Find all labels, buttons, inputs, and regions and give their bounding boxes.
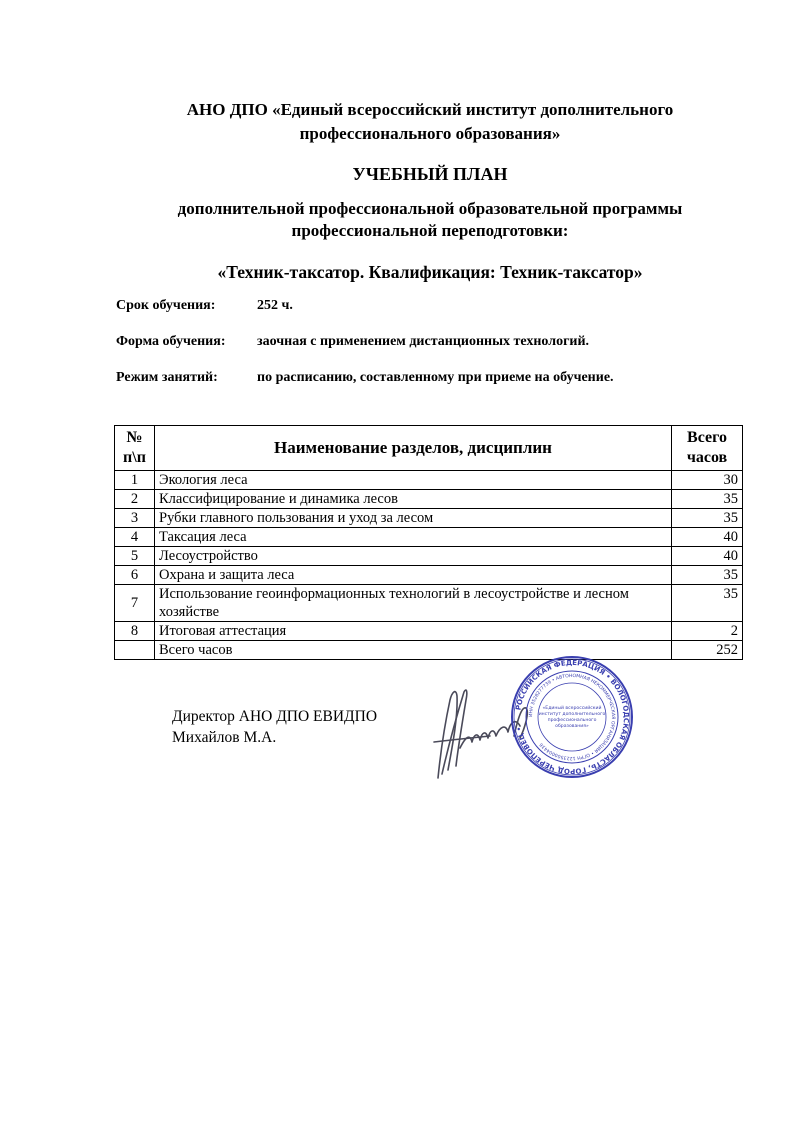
svg-text:«Единый всероссийский: «Единый всероссийский [542, 706, 602, 711]
total-hours: 252 [672, 641, 743, 660]
table-row [115, 585, 743, 622]
discipline-hours: 40 [672, 528, 743, 547]
document-title: УЧЕБНЫЙ ПЛАН [352, 164, 508, 184]
row-number: 1 [115, 471, 155, 490]
row-number: 2 [115, 490, 155, 509]
table-row [115, 471, 743, 490]
total-label: Всего часов [155, 641, 672, 660]
duration-label: Срок обучения: [116, 298, 216, 313]
table-header-row [115, 426, 743, 471]
discipline-name: Итоговая аттестация [155, 622, 672, 641]
table-row [115, 490, 743, 509]
row-number: 5 [115, 547, 155, 566]
discipline-hours: 30 [672, 471, 743, 490]
row-number: 7 [115, 585, 155, 622]
total-row-number [115, 641, 155, 660]
study-form-row [116, 334, 589, 350]
svg-text:ИНН 3528277739 • АВТОНОМНАЯ НЕ: ИНН 3528277739 • АВТОНОМНАЯ НЕКОММЕРЧЕСКАЯ ОРГАНИЗАЦИЯ • ОГРН 1223500004436 [528, 673, 616, 761]
duration-row [116, 298, 293, 314]
svg-text:профессионального: профессионального [547, 718, 597, 723]
curriculum-table [114, 425, 743, 660]
program-description [0, 198, 800, 242]
discipline-hours: 35 [672, 585, 743, 622]
table-row [115, 509, 743, 528]
discipline-hours: 35 [672, 490, 743, 509]
discipline-name: Лесоустройство [155, 547, 672, 566]
study-mode-row [116, 370, 614, 386]
table-row [115, 622, 743, 641]
duration-value: 252 ч. [257, 298, 293, 313]
table-row [115, 566, 743, 585]
svg-text:РОССИЙСКАЯ ФЕДЕРАЦИЯ • ВОЛОГОД: РОССИЙСКАЯ ФЕДЕРАЦИЯ • ВОЛОГОДСКАЯ ОБЛАСТЬ, ГОРОД ЧЕРЕПОВЕЦ • [514, 658, 631, 776]
column-header-number-line1: № [126, 429, 143, 446]
discipline-name: Использование геоинформационных технологий в лесоустройстве и лесном хозяйстве [155, 585, 672, 622]
discipline-hours: 2 [672, 622, 743, 641]
organization-title-line1: АНО ДПО «Единый всероссийский институт дополнительного [186, 100, 674, 119]
svg-text:институт дополнительного: институт дополнительного [538, 712, 606, 717]
table-row [115, 528, 743, 547]
study-form-label: Форма обучения: [116, 334, 226, 349]
program-name: «Техник-таксатор. Квалификация: Техник-таксатор» [217, 262, 643, 282]
column-header-number [115, 426, 155, 471]
program-description-line1: дополнительной профессиональной образовательной программы [177, 199, 683, 218]
discipline-name: Экология леса [155, 471, 672, 490]
discipline-hours: 40 [672, 547, 743, 566]
table-total-row [115, 641, 743, 660]
discipline-name: Рубки главного пользования и уход за лесом [155, 509, 672, 528]
row-number: 6 [115, 566, 155, 585]
signer-position: Директор АНО ДПО ЕВИДПО [172, 708, 378, 725]
study-mode-label: Режим занятий: [116, 370, 218, 385]
discipline-name: Классифицирование и динамика лесов [155, 490, 672, 509]
study-mode-value: по расписанию, составленному при приеме на обучение. [257, 370, 614, 385]
column-header-hours-line1: Всего [687, 429, 727, 446]
row-number: 3 [115, 509, 155, 528]
discipline-name: Охрана и защита леса [155, 566, 672, 585]
organization-title [0, 98, 800, 146]
program-description-line2: профессиональной переподготовки: [291, 221, 569, 240]
column-header-name: Наименование разделов, дисциплин [155, 426, 672, 471]
signer-block [172, 706, 377, 748]
discipline-name: Таксация леса [155, 528, 672, 547]
signer-name: Михайлов М.А. [172, 729, 277, 746]
organization-title-line2: профессионального образования» [299, 124, 561, 143]
row-number: 4 [115, 528, 155, 547]
discipline-hours: 35 [672, 566, 743, 585]
column-header-hours [672, 426, 743, 471]
row-number: 8 [115, 622, 155, 641]
organization-seal [510, 655, 634, 779]
column-header-hours-line2: часов [686, 449, 728, 466]
study-form-value: заочная с применением дистанционных технологий. [257, 334, 590, 349]
svg-text:образования»: образования» [555, 724, 589, 729]
discipline-hours: 35 [672, 509, 743, 528]
table-row [115, 547, 743, 566]
column-header-number-line2: п\п [123, 449, 146, 466]
